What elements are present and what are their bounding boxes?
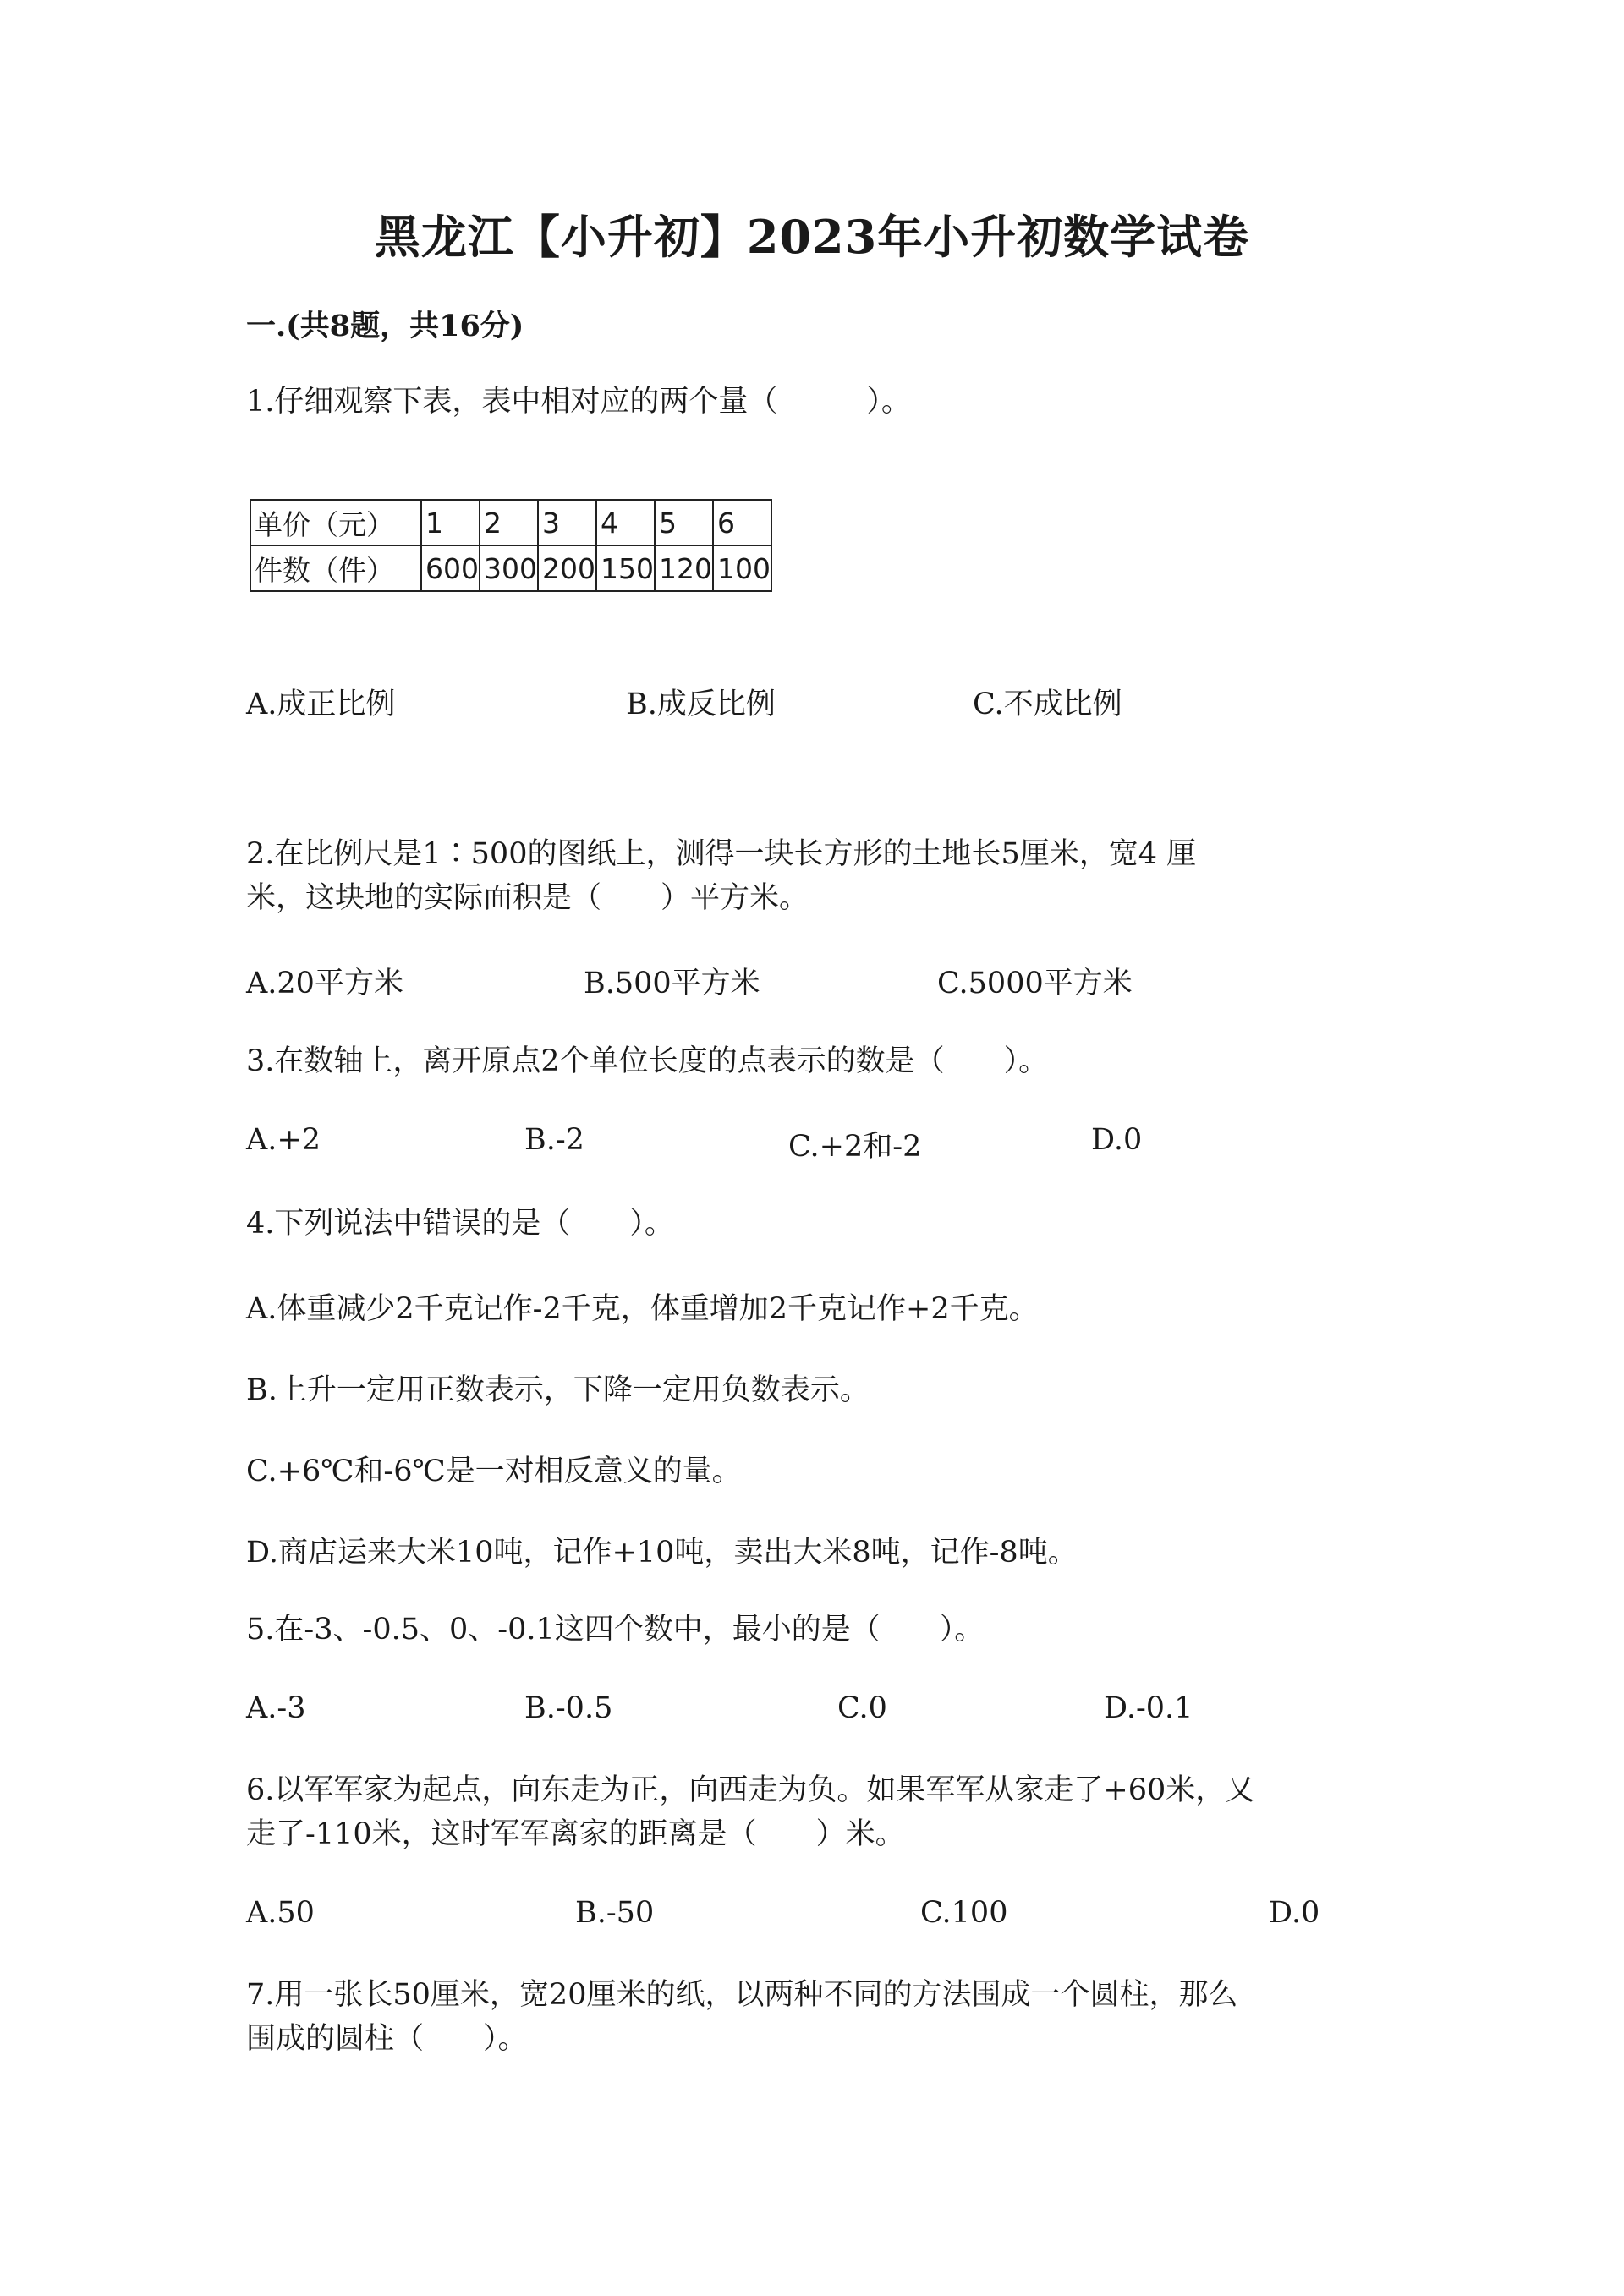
question-7-stem-line2: 围成的圆柱（ ）。	[246, 2022, 528, 2056]
page-title: 黑龙江【小升初】2023年小升初数学试卷	[374, 210, 1250, 264]
question-4-option-b: B.上升一定用正数表示，下降一定用负数表示。	[246, 1373, 870, 1407]
table-cell: 300	[480, 545, 538, 591]
question-5-stem: 5.在-3、-0.5、0、-0.1这四个数中，最小的是（ ）。	[246, 1613, 985, 1647]
question-5-option-d: D.-0.1	[1104, 1691, 1193, 1725]
table-cell: 120	[655, 545, 713, 591]
price-quantity-table	[250, 499, 772, 592]
question-5-option-b: B.-0.5	[524, 1691, 613, 1725]
question-4-option-d: D.商店运来大米10吨，记作+10吨，卖出大米8吨，记作-8吨。	[246, 1536, 1078, 1570]
question-7-stem-line1: 7.用一张长50厘米，宽20厘米的纸，以两种不同的方法围成一个圆柱，那么	[246, 1978, 1238, 2012]
table-cell: 4	[596, 500, 655, 545]
table-cell: 1	[421, 500, 480, 545]
question-6-stem-line1: 6.以军军家为起点，向东走为正，向西走为负。如果军军从家走了+60米，又	[246, 1773, 1255, 1807]
question-1-option-a: A.成正比例	[246, 688, 396, 721]
question-3-option-c: C.+2和-2	[788, 1130, 922, 1164]
table-row	[250, 500, 771, 545]
table-cell: 100	[713, 545, 771, 591]
question-5-option-c: C.0	[837, 1691, 887, 1725]
question-6-option-b: B.-50	[575, 1896, 655, 1930]
table-cell: 600	[421, 545, 480, 591]
question-6-option-a: A.50	[246, 1896, 315, 1930]
table-cell: 150	[596, 545, 655, 591]
question-2-option-a: A.20平方米	[246, 967, 403, 1000]
table-row	[250, 545, 771, 591]
question-3-stem: 3.在数轴上，离开原点2个单位长度的点表示的数是（ ）。	[246, 1044, 1049, 1078]
question-5-option-a: A.-3	[246, 1691, 306, 1725]
question-3-option-b: B.-2	[524, 1123, 584, 1157]
question-6-stem-line2: 走了-110米，这时军军离家的距离是（ ）米。	[246, 1817, 905, 1851]
question-2-stem-line2: 米，这块地的实际面积是（ ）平方米。	[246, 881, 809, 915]
table-cell: 6	[713, 500, 771, 545]
question-1-stem: 1.仔细观察下表，表中相对应的两个量（ ）。	[246, 385, 911, 419]
table-row-header: 件数（件）	[250, 545, 421, 591]
question-6-option-d: D.0	[1269, 1896, 1320, 1930]
question-4-stem: 4.下列说法中错误的是（ ）。	[246, 1207, 674, 1241]
question-4-option-a: A.体重减少2千克记作-2千克，体重增加2千克记作+2千克。	[246, 1292, 1039, 1326]
question-2-stem-line1: 2.在比例尺是1∶500的图纸上，测得一块长方形的土地长5厘米，宽4 厘	[246, 837, 1197, 871]
question-4-option-c: C.+6℃和-6℃是一对相反意义的量。	[246, 1455, 742, 1488]
table-cell: 200	[538, 545, 596, 591]
table-cell: 2	[480, 500, 538, 545]
section-heading: 一.(共8题，共16分)	[246, 309, 524, 343]
question-3-option-d: D.0	[1091, 1123, 1143, 1157]
question-2-option-c: C.5000平方米	[937, 967, 1133, 1000]
table-row-header: 单价（元）	[250, 500, 421, 545]
question-6-option-c: C.100	[920, 1896, 1008, 1930]
table-cell: 3	[538, 500, 596, 545]
question-1-option-b: B.成反比例	[626, 688, 776, 721]
question-1-option-c: C.不成比例	[973, 688, 1122, 721]
question-3-option-a: A.+2	[246, 1123, 321, 1157]
table-cell: 5	[655, 500, 713, 545]
question-2-option-b: B.500平方米	[584, 967, 760, 1000]
